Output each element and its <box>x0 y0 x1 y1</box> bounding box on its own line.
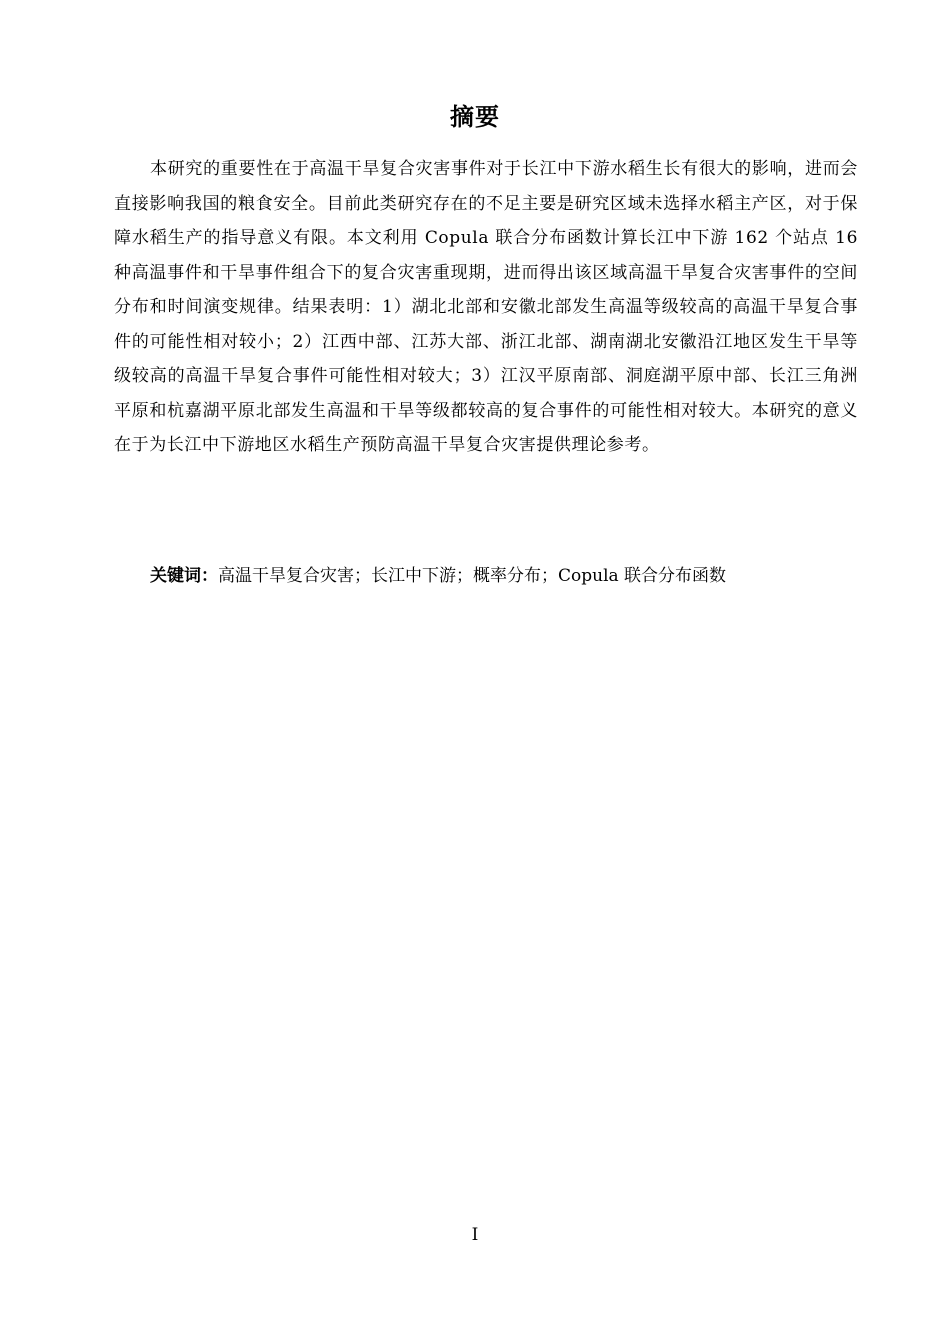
abstract-body: 本研究的重要性在于高温干旱复合灾害事件对于长江中下游水稻生长有很大的影响，进而会直接影响我国的粮食安全。目前此类研究存在的不足主要是研究区域未选择水稻主产区，对于保障水稻生产的指导意义有限。本文利用 Copula 联合分布函数计算长江中下游 162 个站点 16 种高温事件和干旱事件组合下的复合灾害重现期，进而得出该区域高温干旱复合灾害事件的空间分布和时间演变规律。结果表明：1）湖北北部和安徽北部发生高温等级较高的高温干旱复合事件的可能性相对较小；2）江西中部、江苏大部、浙江北部、湖南湖北安徽沿江地区发生干旱等级较高的高温干旱复合事件可能性相对较大；3）江汉平原南部、洞庭湖平原中部、长江三角洲平原和杭嘉湖平原北部发生高温和干旱等级都较高的复合事件的可能性相对较大。本研究的意义在于为长江中下游地区水稻生产预防高温干旱复合灾害提供理论参考。 <box>114 159 858 455</box>
keywords-label: 关键词： <box>150 566 218 586</box>
abstract-title: 摘要 <box>450 103 500 131</box>
keywords-line <box>150 559 858 593</box>
page-number: I <box>471 1225 479 1245</box>
keywords-text: 高温干旱复合灾害；长江中下游；概率分布；Copula 联合分布函数 <box>218 566 727 586</box>
